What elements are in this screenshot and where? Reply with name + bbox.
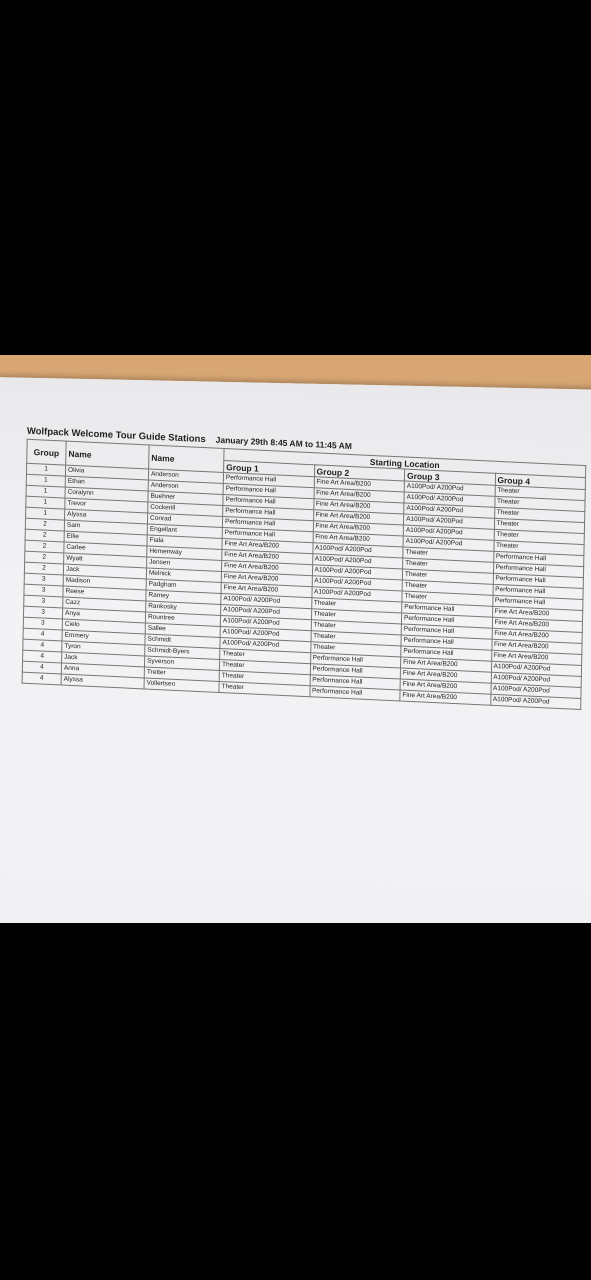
cell-group-1: Fine Art Area/B200 xyxy=(221,560,312,575)
cell-group-3: Theater xyxy=(402,580,493,595)
cell-group-3: Theater xyxy=(402,569,493,584)
cell-group-4: Theater xyxy=(494,507,585,522)
cell-group-1: Performance Hall xyxy=(223,505,314,520)
cell-last-name: Syverson xyxy=(144,656,219,671)
cell-group-4: A100Pod/ A200Pod xyxy=(491,672,582,687)
table-body xyxy=(22,463,585,709)
cell-last-name: Fiala xyxy=(147,535,222,550)
cell-group-3: Fine Art Area/B200 xyxy=(400,690,491,705)
cell-group-1: Fine Art Area/B200 xyxy=(222,549,313,564)
cell-first-name: Cielo xyxy=(62,619,145,634)
header-group: Group xyxy=(27,439,66,465)
cell-group-2: Fine Art Area/B200 xyxy=(313,510,404,525)
cell-group-4: Theater xyxy=(494,518,585,533)
photo xyxy=(0,355,591,923)
cell-group-2: Performance Hall xyxy=(310,664,401,679)
cell-last-name: Ramey xyxy=(146,590,221,605)
cell-first-name: Ethan xyxy=(65,476,148,491)
cell-first-name: Tyron xyxy=(62,641,145,656)
cell-group-3: Performance Hall xyxy=(401,646,492,661)
header-group-4: Group 4 xyxy=(495,473,586,489)
cell-group-3: A100Pod/ A200Pod xyxy=(404,481,495,496)
cell-group-1: Fine Art Area/B200 xyxy=(221,571,312,586)
cell-group-1: Theater xyxy=(219,659,310,674)
cell-last-name: Schmidt xyxy=(145,634,220,649)
cell-last-name: Sallee xyxy=(145,623,220,638)
cell-group-2: A100Pod/ A200Pod xyxy=(312,565,403,580)
cell-group-3: Performance Hall xyxy=(401,635,492,650)
cell-group-2: Theater xyxy=(310,642,401,657)
cell-group-4: Performance Hall xyxy=(493,562,584,577)
cell-group-2: Theater xyxy=(311,631,402,646)
cell-last-name: Rankosky xyxy=(146,601,221,616)
cell-last-name: Vollertsen xyxy=(144,678,219,693)
cell-group-3: Theater xyxy=(403,547,494,562)
cell-group-3: Theater xyxy=(402,591,493,606)
cell-last-name: Conrad xyxy=(147,513,222,528)
cell-first-name: Ellie xyxy=(64,531,147,546)
cell-group-3: Performance Hall xyxy=(401,624,492,639)
cell-group-1: Theater xyxy=(219,681,310,696)
cell-group-4: A100Pod/ A200Pod xyxy=(491,661,582,676)
cell-group: 4 xyxy=(23,639,62,652)
cell-last-name: Buehner xyxy=(148,491,223,506)
cell-group-4: Fine Art Area/B200 xyxy=(492,606,583,621)
cell-group-2: Theater xyxy=(311,598,402,613)
cell-group-3: A100Pod/ A200Pod xyxy=(403,525,494,540)
cell-last-name: Anderson xyxy=(148,469,223,484)
cell-group-4: A100Pod/ A200Pod xyxy=(490,683,581,698)
cell-group: 3 xyxy=(24,584,63,597)
schedule-table xyxy=(22,439,587,710)
cell-last-name: Engellant xyxy=(147,524,222,539)
cell-group: 4 xyxy=(23,628,62,641)
cell-group-1: Performance Hall xyxy=(222,516,313,531)
cell-group-3: A100Pod/ A200Pod xyxy=(403,536,494,551)
cell-group-3: Fine Art Area/B200 xyxy=(400,668,491,683)
cell-first-name: Sam xyxy=(64,520,147,535)
cell-group: 1 xyxy=(26,474,65,487)
cell-last-name: Jensen xyxy=(147,557,222,572)
cell-group-3: Theater xyxy=(403,558,494,573)
cell-group: 3 xyxy=(23,606,62,619)
cell-group-2: Fine Art Area/B200 xyxy=(313,499,404,514)
cell-first-name: Carlee xyxy=(64,542,147,557)
cell-last-name: Hemenway xyxy=(147,546,222,561)
cell-first-name: Olivia xyxy=(65,465,148,480)
cell-group-1: A100Pod/ A200Pod xyxy=(221,593,312,608)
cell-group-1: A100Pod/ A200Pod xyxy=(220,637,311,652)
cell-group-2: A100Pod/ A200Pod xyxy=(312,576,403,591)
cell-group-4: Performance Hall xyxy=(493,551,584,566)
cell-group-1: A100Pod/ A200Pod xyxy=(221,604,312,619)
cell-group-2: Fine Art Area/B200 xyxy=(314,488,405,503)
cell-group: 3 xyxy=(23,617,62,630)
header-first-name: Name xyxy=(66,441,149,469)
cell-group: 2 xyxy=(25,540,64,553)
cell-group-4: Theater xyxy=(494,496,585,511)
cell-group: 1 xyxy=(26,463,65,476)
cell-group-2: Performance Hall xyxy=(309,686,400,701)
cell-group-1: Performance Hall xyxy=(223,473,314,488)
cell-group-2: A100Pod/ A200Pod xyxy=(312,554,403,569)
cell-group-4: Performance Hall xyxy=(493,573,584,588)
cell-group-1: Performance Hall xyxy=(222,527,313,542)
cell-group-1: Performance Hall xyxy=(223,483,314,498)
cell-group-3: A100Pod/ A200Pod xyxy=(404,503,495,518)
cell-group-4: Performance Hall xyxy=(493,584,584,599)
document-title: Wolfpack Welcome Tour Guide Stations xyxy=(26,425,206,446)
paper-sheet xyxy=(0,377,591,923)
cell-group-2: Theater xyxy=(311,609,402,624)
cell-group-3: Performance Hall xyxy=(402,602,493,617)
cell-last-name: Cockerill xyxy=(148,502,223,517)
cell-group-2: Performance Hall xyxy=(310,653,401,668)
cell-group-1: Theater xyxy=(220,648,311,663)
cell-last-name: Tretter xyxy=(144,667,219,682)
cell-group-4: Fine Art Area/B200 xyxy=(491,650,582,665)
cell-group-3: Fine Art Area/B200 xyxy=(400,679,491,694)
cell-group: 2 xyxy=(25,551,64,564)
cell-group: 3 xyxy=(24,573,63,586)
cell-first-name: Coralynn xyxy=(65,487,148,502)
cell-first-name: Jack xyxy=(62,652,145,667)
cell-group-3: Performance Hall xyxy=(401,613,492,628)
cell-group: 4 xyxy=(23,650,62,663)
cell-first-name: Anya xyxy=(62,608,145,623)
cell-group-4: Theater xyxy=(495,485,586,500)
cell-first-name: Anna xyxy=(61,663,144,678)
cell-group-4: Theater xyxy=(494,529,585,544)
cell-first-name: Cazz xyxy=(63,597,146,612)
cell-group: 1 xyxy=(26,496,65,509)
cell-group-2: A100Pod/ A200Pod xyxy=(312,543,403,558)
cell-group-4: Theater xyxy=(493,540,584,555)
cell-first-name: Reese xyxy=(63,586,146,601)
cell-group-2: Theater xyxy=(311,620,402,635)
cell-group: 1 xyxy=(26,507,65,520)
cell-group-1: Theater xyxy=(219,670,310,685)
cell-first-name: Madison xyxy=(63,575,146,590)
cell-group-2: A100Pod/ A200Pod xyxy=(311,587,402,602)
cell-group: 4 xyxy=(22,661,61,674)
header-group-3: Group 3 xyxy=(404,469,495,485)
cell-group-4: Fine Art Area/B200 xyxy=(492,628,583,643)
document-subtitle: January 29th 8:45 AM to 11:45 AM xyxy=(215,434,353,452)
cell-first-name: Trevor xyxy=(65,498,148,513)
cell-last-name: Rountree xyxy=(145,612,220,627)
cell-first-name: Jack xyxy=(63,564,146,579)
cell-group-3: A100Pod/ A200Pod xyxy=(404,492,495,507)
cell-group-3: A100Pod/ A200Pod xyxy=(403,514,494,529)
cell-group-3: Fine Art Area/B200 xyxy=(400,657,491,672)
cell-group-2: Fine Art Area/B200 xyxy=(313,532,404,547)
cell-last-name: Padgham xyxy=(146,579,221,594)
cell-group-2: Fine Art Area/B200 xyxy=(314,477,405,492)
cell-group-1: A100Pod/ A200Pod xyxy=(220,626,311,641)
cell-first-name: Alyssa xyxy=(61,674,144,689)
cell-last-name: Melnick xyxy=(146,568,221,583)
header-group-2: Group 2 xyxy=(314,465,405,481)
cell-group: 2 xyxy=(25,529,64,542)
header-last-name: Name xyxy=(149,445,224,473)
cell-group: 1 xyxy=(26,485,65,498)
cell-group-1: A100Pod/ A200Pod xyxy=(220,615,311,630)
header-group-1: Group 1 xyxy=(224,461,315,477)
schedule-document xyxy=(22,426,587,710)
cell-group: 2 xyxy=(25,518,64,531)
cell-group-1: Fine Art Area/B200 xyxy=(222,538,313,553)
cell-group-4: Fine Art Area/B200 xyxy=(491,639,582,654)
cell-first-name: Alyssa xyxy=(65,509,148,524)
cell-group-1: Performance Hall xyxy=(223,494,314,509)
header-starting-location: Starting Location xyxy=(224,449,586,478)
cell-last-name: Anderson xyxy=(148,480,223,495)
cell-group-1: Fine Art Area/B200 xyxy=(221,582,312,597)
cell-group-2: Performance Hall xyxy=(310,675,401,690)
cell-group-4: A100Pod/ A200Pod xyxy=(490,694,581,709)
cell-group-2: Fine Art Area/B200 xyxy=(313,521,404,536)
cell-first-name: Wyatt xyxy=(64,553,147,568)
cell-group: 4 xyxy=(22,672,61,685)
cell-group: 3 xyxy=(24,595,63,608)
cell-group: 2 xyxy=(24,562,63,575)
cell-group-4: Performance Hall xyxy=(492,595,583,610)
cell-group-4: Fine Art Area/B200 xyxy=(492,617,583,632)
cell-first-name: Emmery xyxy=(62,630,145,645)
cell-last-name: Schmidt-Byers xyxy=(145,645,220,660)
